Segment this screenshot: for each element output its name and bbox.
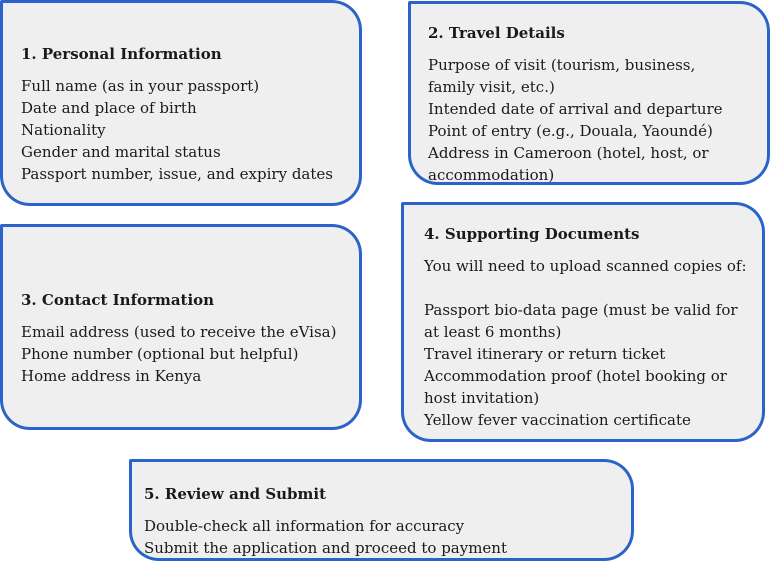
list-item: Email address (used to receive the eVisa): [21, 323, 337, 341]
card-supporting-documents: [401, 202, 765, 442]
list-item: Home address in Kenya: [21, 367, 202, 385]
card-title: 4. Supporting Documents: [424, 225, 640, 243]
list-item: Full name (as in your passport): [21, 77, 260, 95]
spacer: [424, 277, 752, 299]
list-item: Accommodation proof (hotel booking or host invitation): [424, 367, 727, 407]
list-item: Purpose of visit (tourism, business, family visit, etc.): [428, 56, 696, 96]
list-item: Phone number (optional but helpful): [21, 345, 299, 363]
card-title: 5. Review and Submit: [144, 485, 327, 503]
card-title: 1. Personal Information: [21, 45, 222, 63]
list-item: Nationality: [21, 121, 106, 139]
list-item: Submit the application and proceed to payment: [144, 539, 507, 557]
list-item: Passport bio-data page (must be valid for at least 6 months): [424, 301, 738, 341]
card-title: 2. Travel Details: [428, 24, 565, 42]
card-personal-information: [0, 0, 362, 206]
list-item: Point of entry (e.g., Douala, Yaoundé): [428, 122, 713, 140]
list-item: Double-check all information for accuracy: [144, 517, 465, 535]
list-item: Yellow fever vaccination certificate: [424, 411, 691, 429]
card-review-and-submit: [129, 459, 634, 561]
list-item: Gender and marital status: [21, 143, 221, 161]
list-item: Date and place of birth: [21, 99, 197, 117]
list-item: Address in Cameroon (hotel, host, or accommodation): [428, 144, 709, 184]
card-travel-details: [408, 1, 770, 185]
list-item: Travel itinerary or return ticket: [424, 345, 666, 363]
card-title: 3. Contact Information: [21, 291, 215, 309]
list-item: Passport number, issue, and expiry dates: [21, 165, 333, 183]
intro-text: You will need to upload scanned copies of:: [424, 257, 747, 275]
card-contact-information: [0, 224, 362, 430]
list-item: Intended date of arrival and departure: [428, 100, 723, 118]
